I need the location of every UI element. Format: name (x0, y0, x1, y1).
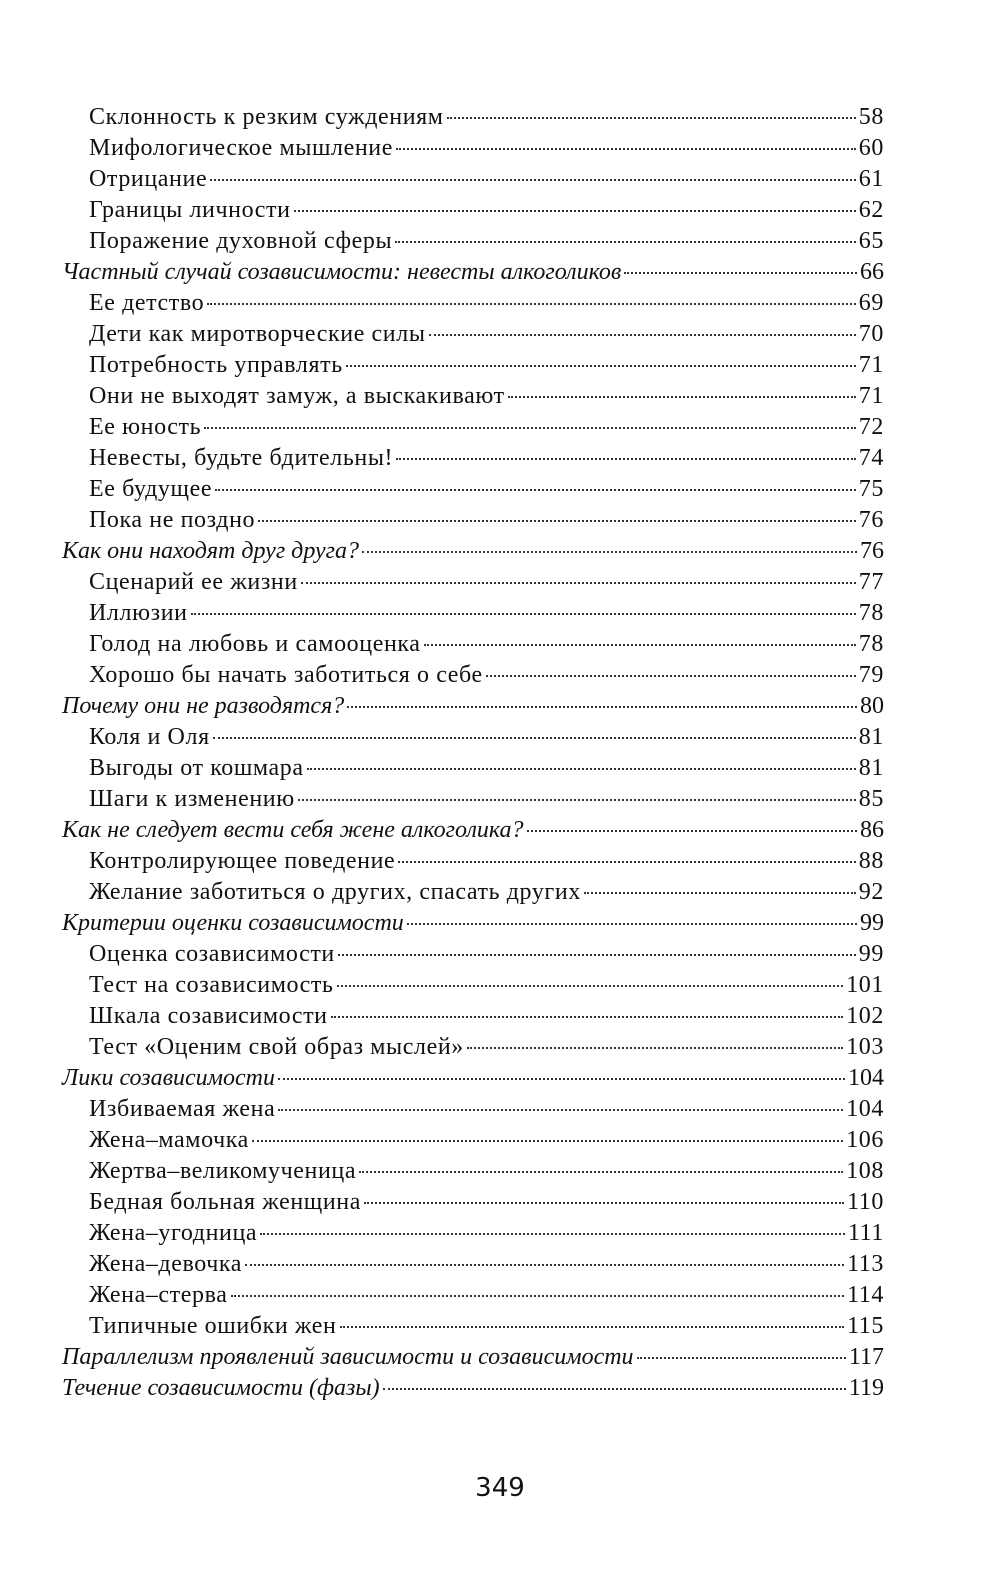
dot-leader (447, 117, 856, 119)
toc-subsection-entry (62, 350, 884, 381)
toc-entry-title: Желание заботиться о других, спасать других (89, 879, 581, 905)
toc-entry-title: Выгоды от кошмара (89, 755, 304, 781)
toc-subsection-entry (62, 1094, 884, 1125)
toc-entry-title: Жертва–великомученица (89, 1158, 357, 1184)
dot-leader (258, 520, 856, 522)
toc-entry-page-number: 78 (858, 600, 884, 626)
toc-entry-title: Поражение духовной сферы (89, 228, 393, 254)
toc-subsection-entry (62, 598, 884, 629)
dot-leader (362, 551, 857, 553)
dot-leader (584, 892, 856, 894)
dot-leader (396, 148, 856, 150)
toc-entry-page-number: 111 (847, 1220, 884, 1246)
toc-entry-title: Жена–угодница (89, 1220, 258, 1246)
toc-entry-title: Почему они не разводятся? (62, 693, 345, 719)
toc-entry-title: Иллюзии (89, 600, 188, 626)
toc-entry-page-number: 74 (858, 445, 884, 471)
toc-entry-page-number: 78 (858, 631, 884, 657)
toc-entry-title: Невесты, будьте бдительны! (89, 445, 394, 471)
toc-subsection-entry (62, 195, 884, 226)
toc-entry-page-number: 77 (858, 569, 884, 595)
toc-section-entry (62, 691, 884, 722)
toc-entry-page-number: 60 (858, 135, 884, 161)
dot-leader (396, 458, 856, 460)
toc-entry-page-number: 71 (858, 352, 884, 378)
dot-leader (278, 1078, 845, 1080)
toc-entry-page-number: 70 (858, 321, 884, 347)
dot-leader (210, 179, 856, 181)
toc-entry-page-number: 72 (858, 414, 884, 440)
toc-subsection-entry (62, 1218, 884, 1249)
toc-entry-title: Течение созависимости (фазы) (62, 1375, 380, 1401)
dot-leader (508, 396, 856, 398)
toc-subsection-entry (62, 443, 884, 474)
dot-leader (429, 334, 856, 336)
dot-leader (398, 861, 855, 863)
toc-entry-title: Дети как миротворческие силы (89, 321, 426, 347)
toc-entry-title: Тест «Оценим свой образ мыслей» (89, 1034, 464, 1060)
dot-leader (340, 1326, 845, 1328)
dot-leader (260, 1233, 845, 1235)
dot-leader (301, 582, 856, 584)
toc-entry-page-number: 79 (858, 662, 884, 688)
toc-subsection-entry (62, 1032, 884, 1063)
toc-subsection-entry (62, 753, 884, 784)
dot-leader (331, 1016, 844, 1018)
toc-entry-title: Шкала созависимости (89, 1003, 328, 1029)
toc-subsection-entry (62, 1311, 884, 1342)
toc-entry-page-number: 104 (848, 1065, 884, 1091)
dot-leader (527, 830, 857, 832)
dot-leader (467, 1047, 843, 1049)
toc-entry-page-number: 88 (858, 848, 884, 874)
dot-leader (245, 1264, 844, 1266)
dot-leader (213, 737, 856, 739)
toc-entry-title: Жена–девочка (89, 1251, 243, 1277)
toc-entry-page-number: 65 (858, 228, 884, 254)
toc-entry-page-number: 62 (858, 197, 884, 223)
toc-entry-title: Сценарий ее жизни (89, 569, 298, 595)
toc-entry-title: Жена–мамочка (89, 1127, 249, 1153)
toc-entry-page-number: 113 (847, 1251, 884, 1277)
table-of-contents (62, 102, 884, 1404)
toc-section-entry (62, 257, 884, 288)
toc-entry-page-number: 104 (846, 1096, 884, 1122)
dot-leader (338, 954, 856, 956)
toc-subsection-entry (62, 1125, 884, 1156)
toc-entry-title: Склонность к резким суждениям (89, 104, 444, 130)
toc-section-entry (62, 1342, 884, 1373)
toc-entry-page-number: 115 (847, 1313, 884, 1339)
toc-subsection-entry (62, 505, 884, 536)
toc-entry-page-number: 81 (858, 724, 884, 750)
toc-subsection-entry (62, 939, 884, 970)
toc-subsection-entry (62, 722, 884, 753)
toc-section-entry (62, 815, 884, 846)
toc-entry-page-number: 76 (858, 507, 884, 533)
toc-entry-title: Избиваемая жена (89, 1096, 276, 1122)
toc-entry-page-number: 110 (847, 1189, 884, 1215)
toc-entry-page-number: 92 (858, 879, 884, 905)
dot-leader (337, 985, 844, 987)
dot-leader (407, 923, 857, 925)
toc-entry-page-number: 108 (846, 1158, 884, 1184)
toc-entry-page-number: 58 (858, 104, 884, 130)
toc-subsection-entry (62, 846, 884, 877)
toc-entry-title: Они не выходят замуж, а выскакивают (89, 383, 505, 409)
toc-entry-title: Хорошо бы начать заботиться о себе (89, 662, 483, 688)
toc-entry-page-number: 71 (858, 383, 884, 409)
toc-entry-title: Критерии оценки созависимости (62, 910, 404, 936)
dot-leader (486, 675, 856, 677)
dot-leader (424, 644, 856, 646)
toc-entry-title: Отрицание (89, 166, 208, 192)
dot-leader (383, 1388, 846, 1390)
dot-leader (637, 1357, 846, 1359)
toc-subsection-entry (62, 164, 884, 195)
toc-subsection-entry (62, 226, 884, 257)
toc-subsection-entry (62, 970, 884, 1001)
toc-entry-title: Параллелизм проявлений зависимости и созависимости (62, 1344, 634, 1370)
toc-entry-title: Частный случай созависимости: невесты алкоголиков (62, 259, 622, 285)
dot-leader (204, 427, 856, 429)
toc-entry-title: Границы личности (89, 197, 291, 223)
toc-entry-title: Жена–стерва (89, 1282, 228, 1308)
toc-entry-page-number: 69 (858, 290, 884, 316)
toc-subsection-entry (62, 629, 884, 660)
toc-entry-page-number: 99 (858, 941, 884, 967)
toc-entry-title: Голод на любовь и самооценка (89, 631, 421, 657)
toc-entry-page-number: 66 (860, 259, 884, 285)
toc-subsection-entry (62, 1156, 884, 1187)
toc-subsection-entry (62, 784, 884, 815)
toc-entry-page-number: 86 (860, 817, 884, 843)
dot-leader (231, 1295, 845, 1297)
dot-leader (278, 1109, 843, 1111)
toc-section-entry (62, 1063, 884, 1094)
dot-leader (307, 768, 856, 770)
dot-leader (294, 210, 856, 212)
toc-entry-page-number: 102 (846, 1003, 884, 1029)
toc-entry-page-number: 80 (860, 693, 884, 719)
toc-entry-title: Как они находят друг друга? (62, 538, 360, 564)
toc-section-entry (62, 908, 884, 939)
toc-entry-page-number: 75 (858, 476, 884, 502)
toc-subsection-entry (62, 567, 884, 598)
toc-entry-title: Ее детство (89, 290, 205, 316)
toc-entry-page-number: 76 (860, 538, 884, 564)
toc-subsection-entry (62, 1280, 884, 1311)
toc-entry-page-number: 106 (846, 1127, 884, 1153)
dot-leader (298, 799, 856, 801)
toc-subsection-entry (62, 660, 884, 691)
dot-leader (359, 1171, 843, 1173)
toc-entry-title: Бедная больная женщина (89, 1189, 361, 1215)
toc-subsection-entry (62, 381, 884, 412)
toc-entry-title: Лики созависимости (62, 1065, 275, 1091)
dot-leader (347, 706, 857, 708)
dot-leader (624, 272, 857, 274)
dot-leader (207, 303, 856, 305)
toc-entry-title: Контролирующее поведение (89, 848, 396, 874)
toc-entry-page-number: 101 (846, 972, 884, 998)
toc-entry-page-number: 61 (858, 166, 884, 192)
toc-subsection-entry (62, 877, 884, 908)
toc-entry-title: Потребность управлять (89, 352, 343, 378)
toc-subsection-entry (62, 474, 884, 505)
toc-entry-title: Мифологическое мышление (89, 135, 394, 161)
toc-entry-title: Коля и Оля (89, 724, 210, 750)
toc-entry-page-number: 114 (847, 1282, 884, 1308)
toc-subsection-entry (62, 1001, 884, 1032)
toc-subsection-entry (62, 133, 884, 164)
toc-entry-page-number: 99 (860, 910, 884, 936)
toc-entry-title: Пока не поздно (89, 507, 256, 533)
toc-entry-title: Шаги к изменению (89, 786, 295, 812)
dot-leader (395, 241, 856, 243)
toc-subsection-entry (62, 319, 884, 350)
dot-leader (191, 613, 856, 615)
dot-leader (252, 1140, 843, 1142)
toc-entry-page-number: 119 (848, 1375, 884, 1401)
toc-subsection-entry (62, 1249, 884, 1280)
toc-entry-title: Типичные ошибки жен (89, 1313, 337, 1339)
toc-subsection-entry (62, 1187, 884, 1218)
toc-entry-page-number: 117 (848, 1344, 884, 1370)
toc-section-entry (62, 536, 884, 567)
toc-subsection-entry (62, 412, 884, 443)
toc-section-entry (62, 1373, 884, 1404)
toc-entry-title: Как не следует вести себя жене алкоголика? (62, 817, 524, 843)
toc-entry-title: Тест на созависимость (89, 972, 334, 998)
toc-subsection-entry (62, 288, 884, 319)
toc-entry-title: Ее юность (89, 414, 202, 440)
dot-leader (346, 365, 856, 367)
dot-leader (364, 1202, 844, 1204)
dot-leader (215, 489, 856, 491)
toc-entry-page-number: 85 (858, 786, 884, 812)
toc-entry-title: Оценка созависимости (89, 941, 335, 967)
toc-subsection-entry (62, 102, 884, 133)
toc-entry-title: Ее будущее (89, 476, 213, 502)
toc-entry-page-number: 103 (846, 1034, 884, 1060)
page-number: 349 (475, 1473, 525, 1503)
toc-entry-page-number: 81 (858, 755, 884, 781)
